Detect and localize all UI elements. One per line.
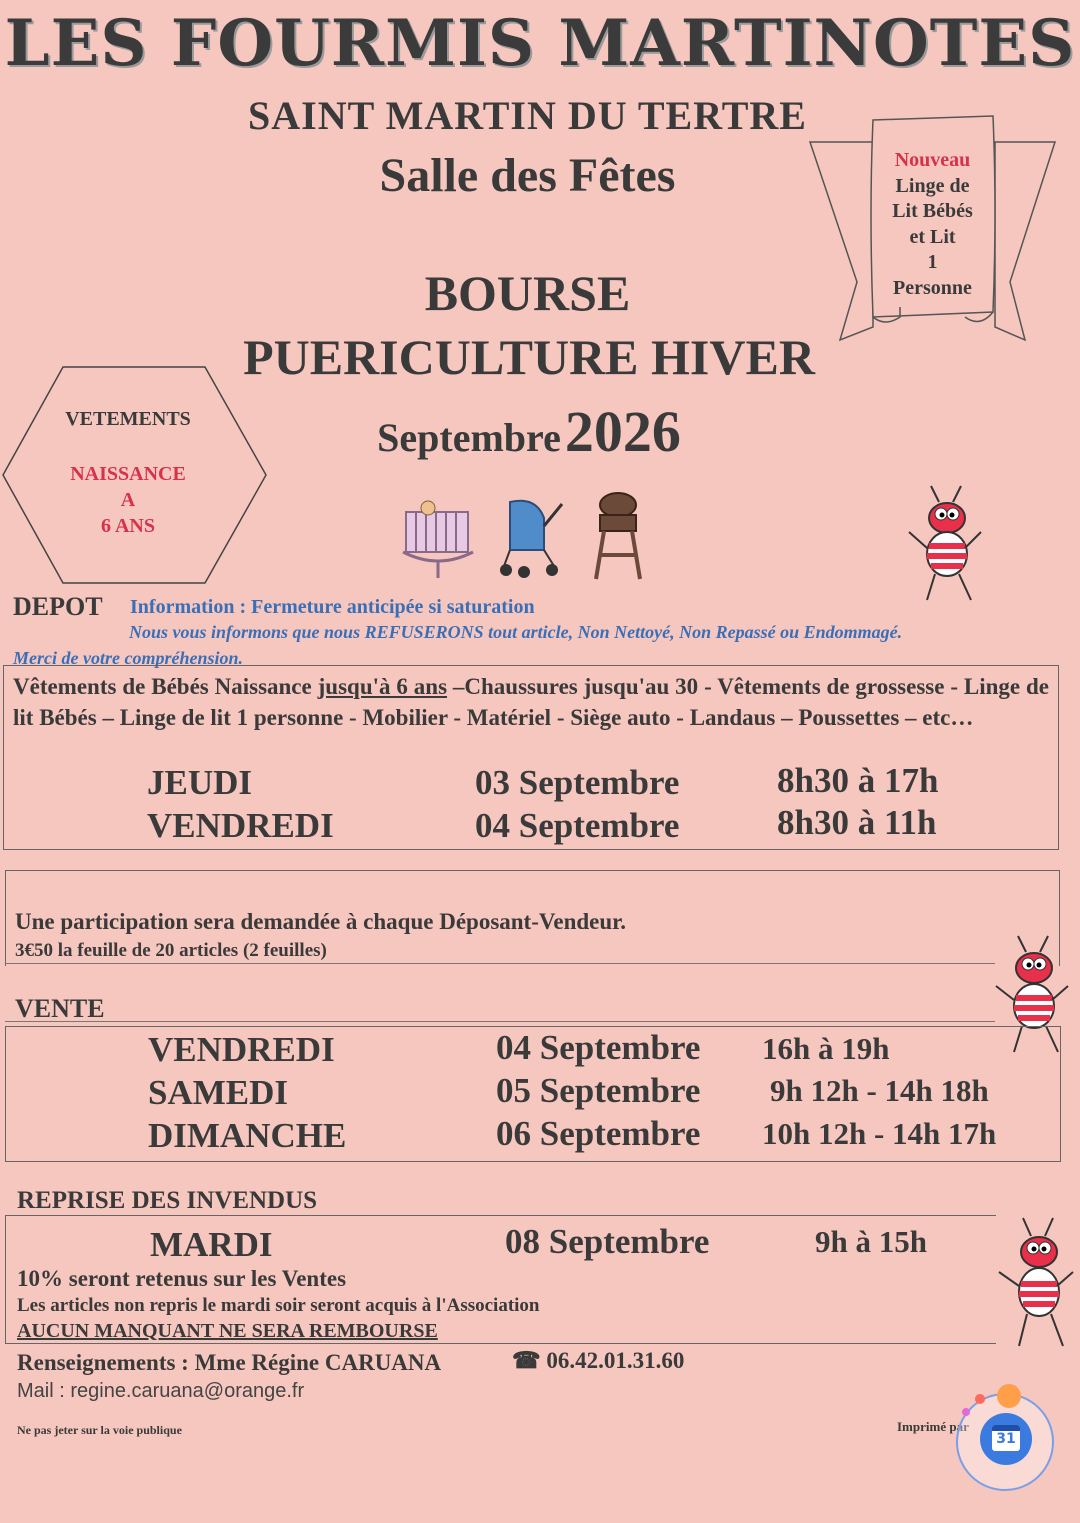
hexagon-range-line: NAISSANCE <box>70 463 186 485</box>
contact-phone-number: 06.42.01.31.60 <box>546 1348 685 1373</box>
reprise-date: 08 Septembre <box>505 1222 710 1261</box>
vente-row-time: 9h 12h - 14h 18h <box>770 1073 989 1108</box>
poster-title: LES FOURMIS MARTINOTES <box>4 6 1076 81</box>
vente-row-date: 06 Septembre <box>496 1114 701 1153</box>
reprise-time: 9h à 15h <box>815 1224 927 1259</box>
depot-row-date: 03 Septembre <box>475 763 680 802</box>
scroll-banner-line: Linge de <box>895 174 970 197</box>
ant-mascot-icon <box>905 482 985 604</box>
depot-row-date: 04 Septembre <box>475 806 680 845</box>
depot-info: Information : Fermeture anticipée si saturation <box>130 596 535 618</box>
depot-notice: Nous vous informons que nous REFUSERONS tout article, Non Nettoyé, Non Repassé ou Endommagé. <box>129 622 903 642</box>
depot-row-day: JEUDI <box>147 763 253 802</box>
depot-heading: DEPOT <box>13 592 103 621</box>
reprise-line2: Les articles non repris le mardi soir seront acquis à l'Association <box>17 1295 540 1316</box>
event-title-line2: PUERICULTURE HIVER <box>243 329 815 385</box>
scroll-banner-line: 1 <box>927 251 938 273</box>
vente-row-day: SAMEDI <box>148 1073 289 1112</box>
hexagon-range <box>28 461 228 539</box>
vente-row-time: 16h à 19h <box>762 1031 890 1066</box>
event-month: Septembre <box>377 415 561 460</box>
depot-items-text: Vêtements de Bébés Naissance <box>13 674 318 699</box>
depot-row-time: 8h30 à 11h <box>777 803 937 842</box>
depot-thanks: Merci de votre compréhension. <box>13 648 243 668</box>
vente-top-divider <box>5 1021 995 1022</box>
vente-row-date: 05 Septembre <box>496 1071 701 1110</box>
calendar-day: 31 <box>996 1431 1016 1447</box>
scroll-banner-text <box>870 148 995 301</box>
place-name: SAINT MARTIN DU TERTRE <box>248 93 807 138</box>
vente-heading: VENTE <box>15 994 105 1023</box>
reprise-day: MARDI <box>150 1225 273 1264</box>
footer-left: Ne pas jeter sur la voie publique <box>17 1423 182 1437</box>
scroll-banner-line: Lit Bébés <box>892 200 973 222</box>
contact-phone <box>512 1348 684 1374</box>
scroll-banner-new: Nouveau <box>894 149 971 171</box>
reprise-line1: 10% seront retenus sur les Ventes <box>17 1266 347 1291</box>
badge-dot-icon <box>962 1408 970 1416</box>
ant-mascot-icon <box>995 1212 1075 1352</box>
vente-row-time: 10h 12h - 14h 17h <box>762 1116 997 1151</box>
event-title-line1: BOURSE <box>424 265 631 321</box>
fee-line2: 3€50 la feuille de 20 articles (2 feuilles) <box>15 940 327 961</box>
phone-icon: ☎ <box>512 1348 541 1373</box>
calendar-icon <box>980 1413 1032 1465</box>
reprise-line3: AUCUN MANQUANT NE SERA REMBOURSE <box>17 1320 438 1342</box>
fee-divider <box>5 963 995 964</box>
depot-row-day: VENDREDI <box>147 806 334 845</box>
scroll-banner-line: Personne <box>893 276 972 299</box>
depot-items-text: –Chaussures jusqu'au 30 - Vêtements de grossesse - Linge de lit Bébés – Linge de lit 1 personne - Mobilier - Matériel - Siège auto - Landaus – Poussettes – etc… <box>13 674 1049 730</box>
vente-row-date: 04 Septembre <box>496 1028 701 1067</box>
depot-row-time: 8h30 à 17h <box>777 761 939 800</box>
high-chair-icon <box>590 491 646 581</box>
hexagon-range-line: 6 ANS <box>101 515 155 537</box>
hexagon-range-line: A <box>120 489 136 511</box>
depot-items-underlined: jusqu'à 6 ans <box>317 674 448 699</box>
hexagon-label: VETEMENTS <box>65 408 191 430</box>
reprise-heading: REPRISE DES INVENDUS <box>17 1187 318 1214</box>
scroll-banner-line: et Lit <box>909 225 956 248</box>
crib-icon <box>398 490 478 582</box>
badge-dot-icon <box>997 1384 1021 1408</box>
event-year: 2026 <box>564 399 681 464</box>
fee-line1: Une participation sera demandée à chaque Déposant-Vendeur. <box>15 909 627 934</box>
contact-label: Renseignements : Mme Régine CARUANA <box>17 1350 442 1375</box>
stroller-icon <box>496 496 568 580</box>
vente-row-day: VENDREDI <box>148 1030 335 1069</box>
venue-name: Salle des Fêtes <box>379 149 676 202</box>
contact-mail: Mail : regine.caruana@orange.fr <box>17 1380 305 1402</box>
depot-items <box>13 671 1049 733</box>
footer-right: Imprimé par <box>897 1419 969 1434</box>
badge-dot-icon <box>975 1394 985 1404</box>
vente-row-day: DIMANCHE <box>148 1116 347 1155</box>
